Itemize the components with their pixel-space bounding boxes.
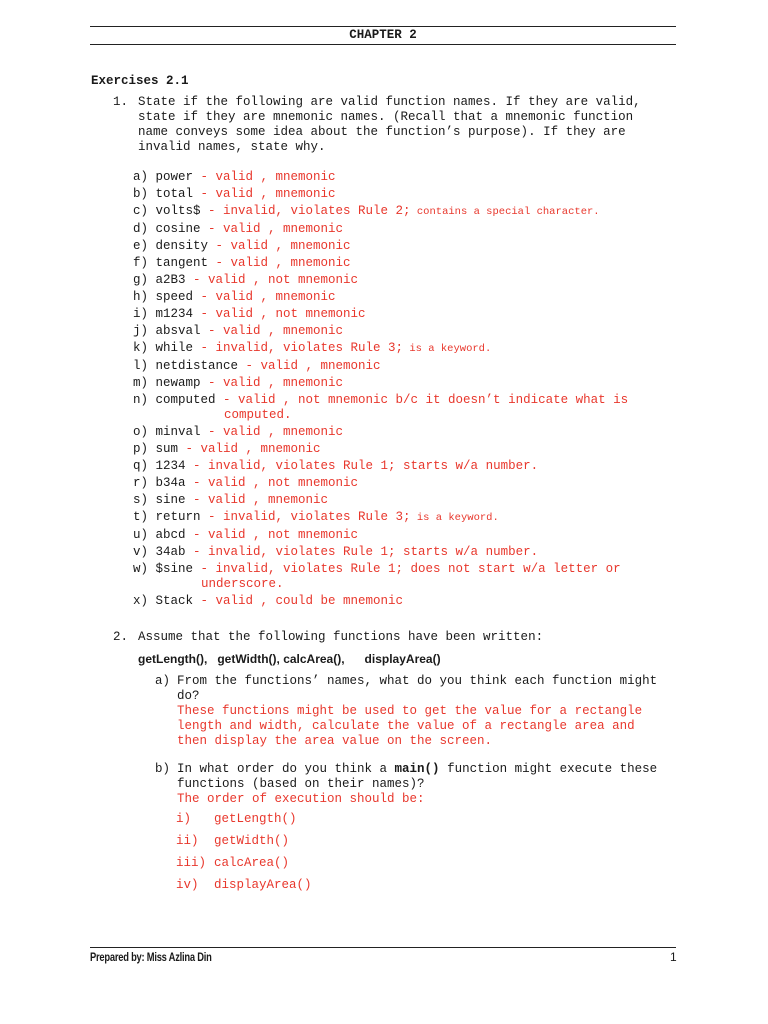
list-item — [133, 307, 678, 322]
section-title: Exercises 2.1 — [91, 74, 189, 88]
list-item — [133, 273, 678, 288]
item-note: contains a special character. — [410, 206, 600, 218]
question-number: 2. — [113, 630, 129, 644]
sub-label: a) — [155, 674, 171, 688]
item-answer: - invalid, violates Rule 3; — [193, 341, 404, 355]
item-answer: - valid , not mnemonic — [185, 273, 359, 287]
item-label: v) 34ab — [133, 545, 186, 559]
list-item — [133, 324, 678, 339]
list-item — [133, 170, 678, 185]
item-label: w) $sine — [133, 562, 194, 576]
item-answer: - valid , mnemonic — [193, 187, 336, 201]
function-list — [138, 652, 441, 666]
item-answer: - valid , not mnemonic b/c it doesn’t indicate what is — [215, 393, 629, 407]
sub-label: b) — [155, 762, 171, 776]
header-rule-bottom — [90, 44, 676, 45]
item-label: x) Stack — [133, 594, 194, 608]
item-label: s) sine — [133, 493, 186, 507]
order-item — [176, 834, 312, 849]
item-answer: - valid , not mnemonic — [185, 528, 359, 542]
execution-order-list — [176, 812, 312, 900]
sub-answer-line: length and width, calculate the value of a rectangle area and — [177, 719, 635, 733]
footer-credit: Prepared by: Miss Azlina Din — [90, 950, 212, 964]
item-label: g) a2B3 — [133, 273, 186, 287]
item-answer: - invalid, violates Rule 1; does not start w/a letter or — [193, 562, 621, 576]
list-item — [133, 256, 678, 271]
item-label: m) newamp — [133, 376, 201, 390]
item-label: q) 1234 — [133, 459, 186, 473]
order-function: getWidth() — [214, 834, 290, 848]
item-label: u) abcd — [133, 528, 186, 542]
function-names: getLength(), getWidth(), calcArea(), displayArea() — [138, 652, 441, 666]
item-label: o) minval — [133, 425, 201, 439]
sub-question-line — [177, 762, 680, 777]
list-item — [133, 239, 678, 254]
item-label: c) volts$ — [133, 204, 201, 218]
main-function-name: main() — [394, 762, 440, 776]
item-label: a) power — [133, 170, 194, 184]
list-item — [133, 493, 678, 508]
item-answer: - valid , mnemonic — [238, 359, 381, 373]
sub-answer-line: These functions might be used to get the value for a rectangle — [177, 704, 643, 718]
question-number: 1. — [113, 95, 129, 109]
list-item — [133, 204, 678, 220]
list-item — [133, 545, 678, 560]
item-label: t) return — [133, 510, 201, 524]
list-item — [133, 594, 678, 609]
item-answer-continued: computed. — [224, 408, 292, 422]
list-item — [133, 290, 678, 305]
list-item — [133, 510, 678, 526]
list-item — [133, 528, 678, 543]
item-answer: - invalid, violates Rule 1; starts w/a number. — [185, 545, 539, 559]
order-number: iv) — [176, 878, 199, 892]
item-answer: - valid , mnemonic — [200, 376, 344, 390]
list-item — [133, 222, 678, 237]
question-line: name conveys some idea about the function’s purpose). If they are — [138, 125, 626, 139]
list-item — [133, 459, 678, 474]
question-2a — [155, 674, 680, 749]
item-answer: - valid , not mnemonic — [185, 476, 359, 490]
footer-rule — [90, 947, 676, 948]
item-answer: - invalid, violates Rule 1; starts w/a number. — [185, 459, 539, 473]
order-item — [176, 878, 312, 893]
item-note: is a keyword. — [410, 512, 499, 524]
item-answer: - valid , mnemonic — [208, 239, 351, 253]
sub-question-line: From the functions’ names, what do you think each function might — [177, 674, 658, 688]
list-item — [133, 442, 678, 457]
question-line: State if the following are valid function names. If they are valid, — [138, 95, 641, 109]
item-answer: - valid , mnemonic — [200, 324, 344, 338]
sub-answer-line: then display the area value on the screen. — [177, 734, 493, 748]
item-answer: - invalid, violates Rule 3; — [200, 510, 411, 524]
item-answer-continued: underscore. — [201, 577, 284, 591]
sub-question-line: do? — [177, 689, 200, 703]
item-answer: - valid , mnemonic — [200, 222, 344, 236]
item-label: p) sum — [133, 442, 179, 456]
sub-question-line: functions (based on their names)? — [177, 777, 425, 791]
list-item — [133, 425, 678, 440]
item-label: j) absval — [133, 324, 201, 338]
list-item — [133, 341, 678, 357]
order-item — [176, 856, 312, 871]
question-1 — [113, 95, 678, 155]
list-item — [133, 476, 678, 491]
item-label: k) while — [133, 341, 194, 355]
item-note: is a keyword. — [403, 343, 492, 355]
item-label: r) b34a — [133, 476, 186, 490]
order-number: iii) — [176, 856, 207, 870]
header-rule-top — [90, 26, 676, 27]
list-item — [133, 393, 678, 408]
order-function: displayArea() — [214, 878, 312, 892]
item-answer: - valid , not mnemonic — [193, 307, 366, 321]
item-label: h) speed — [133, 290, 194, 304]
list-item — [133, 562, 678, 577]
question-2 — [113, 630, 678, 645]
order-number: i) — [176, 812, 192, 826]
list-item — [133, 187, 678, 202]
item-answer: - valid , mnemonic — [193, 170, 336, 184]
item-label: f) tangent — [133, 256, 209, 270]
question-line: invalid names, state why. — [138, 140, 326, 154]
item-answer: - invalid, violates Rule 2; — [200, 204, 411, 218]
order-item — [176, 812, 312, 827]
item-label: b) total — [133, 187, 194, 201]
page-number: 1 — [670, 950, 677, 964]
order-function: getLength() — [214, 812, 297, 826]
item-label: d) cosine — [133, 222, 201, 236]
item-label: e) density — [133, 239, 209, 253]
item-label: n) computed — [133, 393, 216, 407]
question-line: state if they are mnemonic names. (Recall that a mnemonic function — [138, 110, 634, 124]
question-text — [138, 95, 678, 155]
question-2b — [155, 762, 680, 807]
item-label: i) m1234 — [133, 307, 194, 321]
order-function: calcArea() — [214, 856, 290, 870]
sub-answer-line: The order of execution should be: — [177, 792, 425, 806]
question-text: Assume that the following functions have been written: — [138, 630, 544, 644]
question-post: function might execute these — [439, 762, 658, 776]
item-answer: - valid , mnemonic — [185, 493, 329, 507]
item-answer: - valid , could be mnemonic — [193, 594, 404, 608]
item-answer: - valid , mnemonic — [193, 290, 336, 304]
item-answer: - valid , mnemonic — [178, 442, 321, 456]
question-pre: In what order do you think a — [177, 762, 395, 776]
list-item — [133, 376, 678, 391]
order-number: ii) — [176, 834, 199, 848]
list-item — [133, 359, 678, 374]
item-answer: - valid , mnemonic — [208, 256, 351, 270]
answer-list — [133, 168, 678, 609]
chapter-heading: CHAPTER 2 — [349, 28, 417, 42]
item-label: l) netdistance — [133, 359, 239, 373]
item-answer: - valid , mnemonic — [200, 425, 344, 439]
